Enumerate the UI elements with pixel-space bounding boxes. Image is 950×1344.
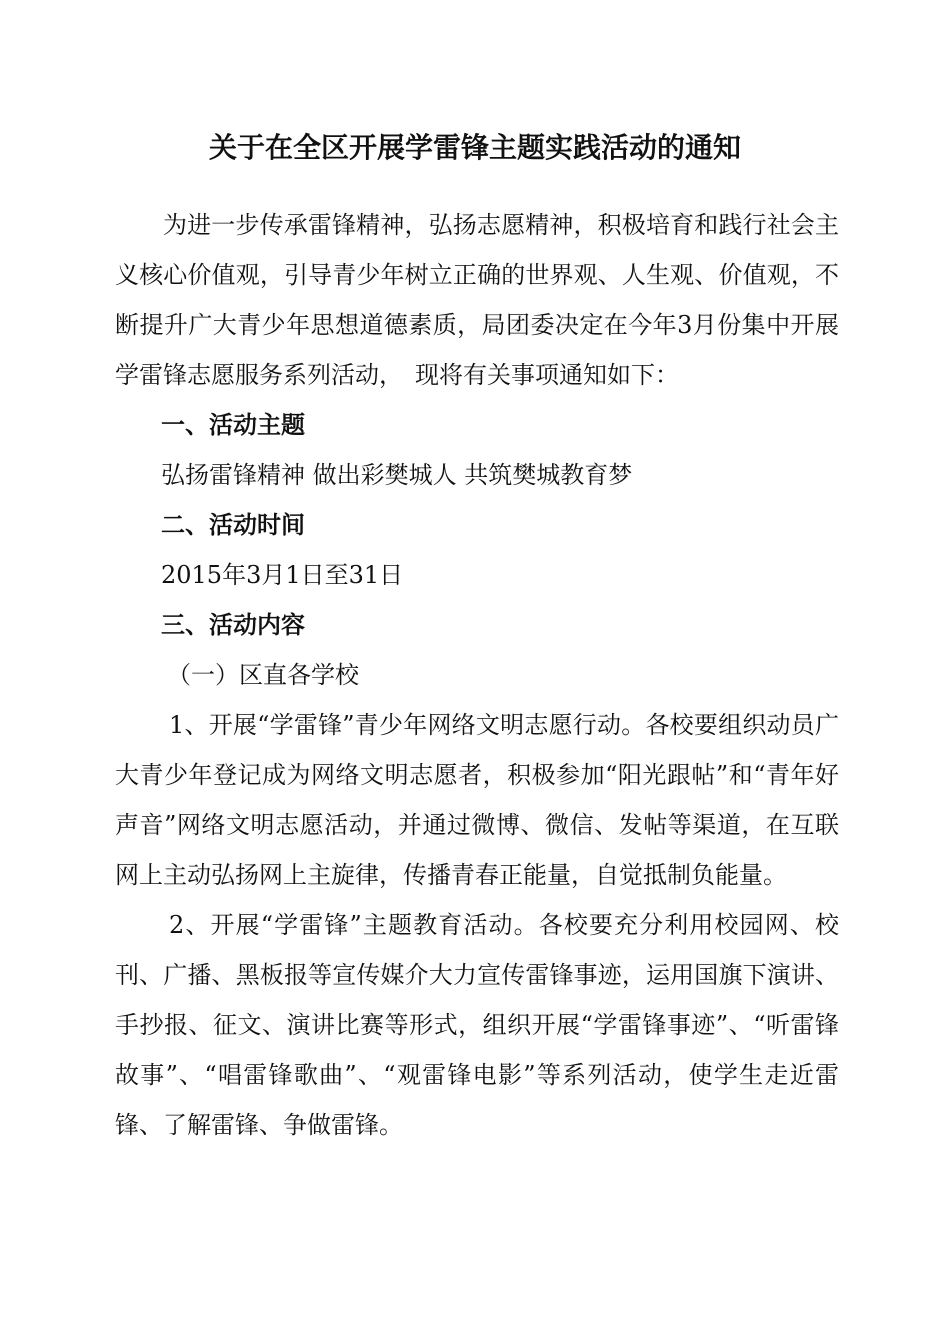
intro-paragraph: 为进一步传承雷锋精神，弘扬志愿精神，积极培育和践行社会主义核心价值观，引导青少年树立正确的世界观、人生观、价值观，不断提升广大青少年思想道德素质，局团委决定在今年3月份集中开展学雷锋志愿服务系列活动， 现将有关事项通知如下： bbox=[115, 211, 839, 389]
section-heading-theme: 一、活动主题 bbox=[161, 411, 305, 439]
document-title: 关于在全区开展学雷锋主题实践活动的通知 bbox=[208, 131, 741, 164]
theme-text: 弘扬雷锋精神 做出彩樊城人 共筑樊城教育梦 bbox=[161, 461, 633, 489]
subsection-heading-schools: （一）区直各学校 bbox=[167, 661, 359, 689]
content-item-2: 2、开展“学雷锋”主题教育活动。各校要充分利用校园网、校刊、广播、黑板报等宣传媒介大力宣传雷锋事迹，运用国旗下演讲、手抄报、征文、演讲比赛等形式，组织开展“学雷锋事迹”、“听雷锋故事”、“唱雷锋歌曲”、“观雷锋电影”等系列活动，使学生走近雷锋、了解雷锋、争做雷锋。 bbox=[115, 911, 839, 1139]
content-item-1: 1、开展“学雷锋”青少年网络文明志愿行动。各校要组织动员广大青少年登记成为网络文明志愿者，积极参加“阳光跟帖”和“青年好声音”网络文明志愿活动，并通过微博、微信、发帖等渠道，在互联网上主动弘扬网上主旋律，传播青春正能量，自觉抵制负能量。 bbox=[115, 711, 839, 889]
section-heading-content: 三、活动内容 bbox=[161, 611, 305, 639]
document-body bbox=[115, 200, 839, 1150]
section-heading-time: 二、活动时间 bbox=[161, 511, 305, 539]
time-text: 2015年3月1日至31日 bbox=[161, 561, 404, 589]
